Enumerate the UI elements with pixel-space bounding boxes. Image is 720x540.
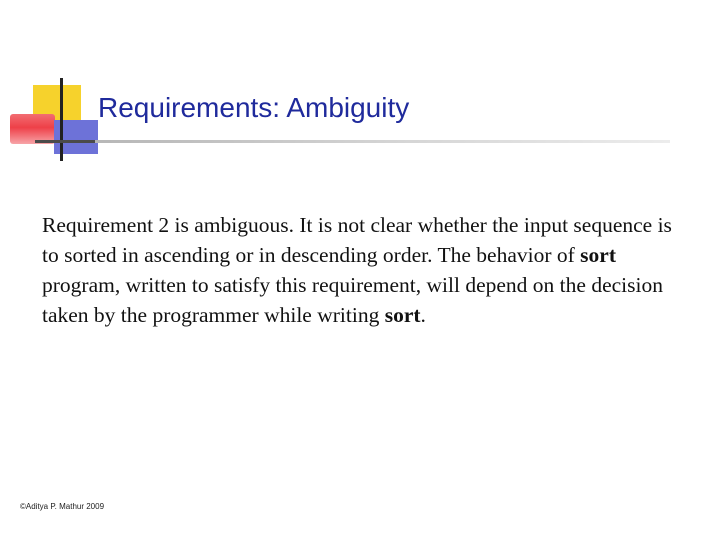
slide-body — [42, 210, 682, 330]
body-text-part: Requirement 2 is ambiguous. It is not clear whether the input sequence is to sorted in ascending or in descending order. The behavior of — [42, 213, 672, 267]
title-underline — [95, 140, 670, 143]
body-bold-keyword: sort — [580, 243, 616, 267]
body-bold-keyword: sort — [384, 303, 421, 327]
body-text-part: . — [420, 303, 426, 327]
slide-title: Requirements: Ambiguity — [98, 92, 410, 123]
footer-copyright: ©Aditya P. Mathur 2009 — [20, 502, 105, 511]
title-underline-dark — [35, 140, 95, 143]
logo-vertical-line — [60, 78, 63, 161]
body-text-part: program, written to satisfy this requirement, will depend on the decision taken by the programmer while writing — [42, 273, 663, 327]
